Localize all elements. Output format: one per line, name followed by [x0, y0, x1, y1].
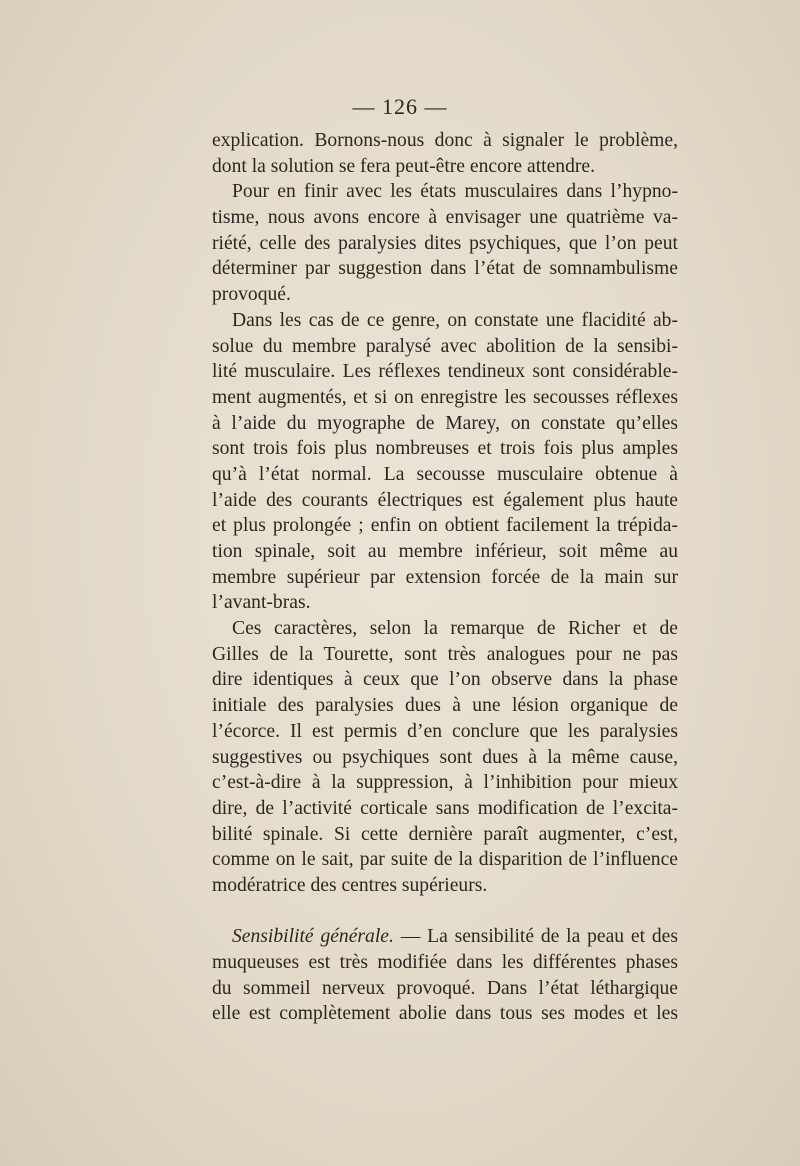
text-line: Gilles de la Tourette, sont très analogues pour ne pas: [212, 643, 678, 665]
text-line: Pour en finir avec les états musculaires dans l’hypno-: [232, 181, 678, 203]
text-line: dont la solution se fera peut-être encore attendre.: [212, 155, 595, 177]
text-line: muqueuses est très modifiée dans les différentes phases: [212, 952, 678, 973]
text-line: l’aide des courants électriques est également plus haute: [212, 489, 678, 511]
text-line: riété, celle des paralysies dites psychiques, que l’on peut: [212, 232, 678, 254]
section-spacer: [212, 899, 678, 925]
section-first-line: [212, 924, 678, 950]
text-line: ment augmentés, et si on enregistre les secousses réflexes: [212, 386, 678, 408]
text-line: membre supérieur par extension forcée de la main sur: [212, 566, 678, 588]
section-heading: Sensibilité générale.: [232, 926, 394, 948]
text-line: tisme, nous avons encore à envisager une quatrième va-: [212, 207, 678, 229]
page-number: — 126 —: [352, 94, 448, 119]
text-line: initiale des paralysies dues à une lésion organique de: [212, 695, 678, 717]
text-line: suggestives ou psychiques sont dues à la même cause,: [212, 746, 678, 768]
text-line: dire, de l’activité corticale sans modification de l’excita-: [212, 797, 678, 819]
paragraphs-block: [212, 128, 678, 899]
text-line: tion spinale, soit au membre inférieur, soit même au: [212, 541, 678, 562]
text-line: l’écorce. Il est permis d’en conclure que les paralysies: [212, 720, 678, 742]
section-lines-block: [212, 950, 678, 1027]
text-line: qu’à l’état normal. La secousse musculaire obtenue à: [212, 463, 678, 485]
body-text: [212, 128, 678, 1027]
text-line: dire identiques à ceux que l’on observe dans la phase: [212, 669, 678, 691]
text-line: Dans les cas de ce genre, on constate une flacidité ab-: [232, 309, 678, 331]
section-first-line-rest: — La sensibilité de la peau et des: [393, 926, 678, 948]
text-line: à l’aide du myographe de Marey, on constate qu’elles: [212, 412, 678, 434]
text-line: déterminer par suggestion dans l’état de somnambulisme: [212, 258, 678, 280]
text-line: Ces caractères, selon la remarque de Richer et de: [232, 618, 678, 640]
text-line: bilité spinale. Si cette dernière paraît augmenter, c’est,: [212, 823, 678, 845]
text-line: elle est complètement abolie dans tous ses modes et les: [212, 1003, 678, 1025]
text-line: solue du membre paralysé avec abolition de la sensibi-: [212, 335, 678, 357]
text-line: comme on le sait, par suite de la disparition de l’influence: [212, 849, 678, 871]
text-line: c’est-à-dire à la suppression, à l’inhibition pour mieux: [212, 772, 678, 794]
text-line: et plus prolongée ; enfin on obtient facilement la trépida-: [212, 515, 678, 537]
text-line: lité musculaire. Les réflexes tendineux sont considérable-: [212, 361, 678, 383]
text-line: l’avant-bras.: [212, 592, 311, 614]
text-line: du sommeil nerveux provoqué. Dans l’état léthargique: [212, 977, 678, 999]
text-line: provoqué.: [212, 284, 291, 306]
text-line: explication. Bornons-nous donc à signaler le problème,: [212, 130, 678, 151]
text-line: modératrice des centres supérieurs.: [212, 874, 488, 896]
text-line: sont trois fois plus nombreuses et trois fois plus amples: [212, 438, 678, 460]
